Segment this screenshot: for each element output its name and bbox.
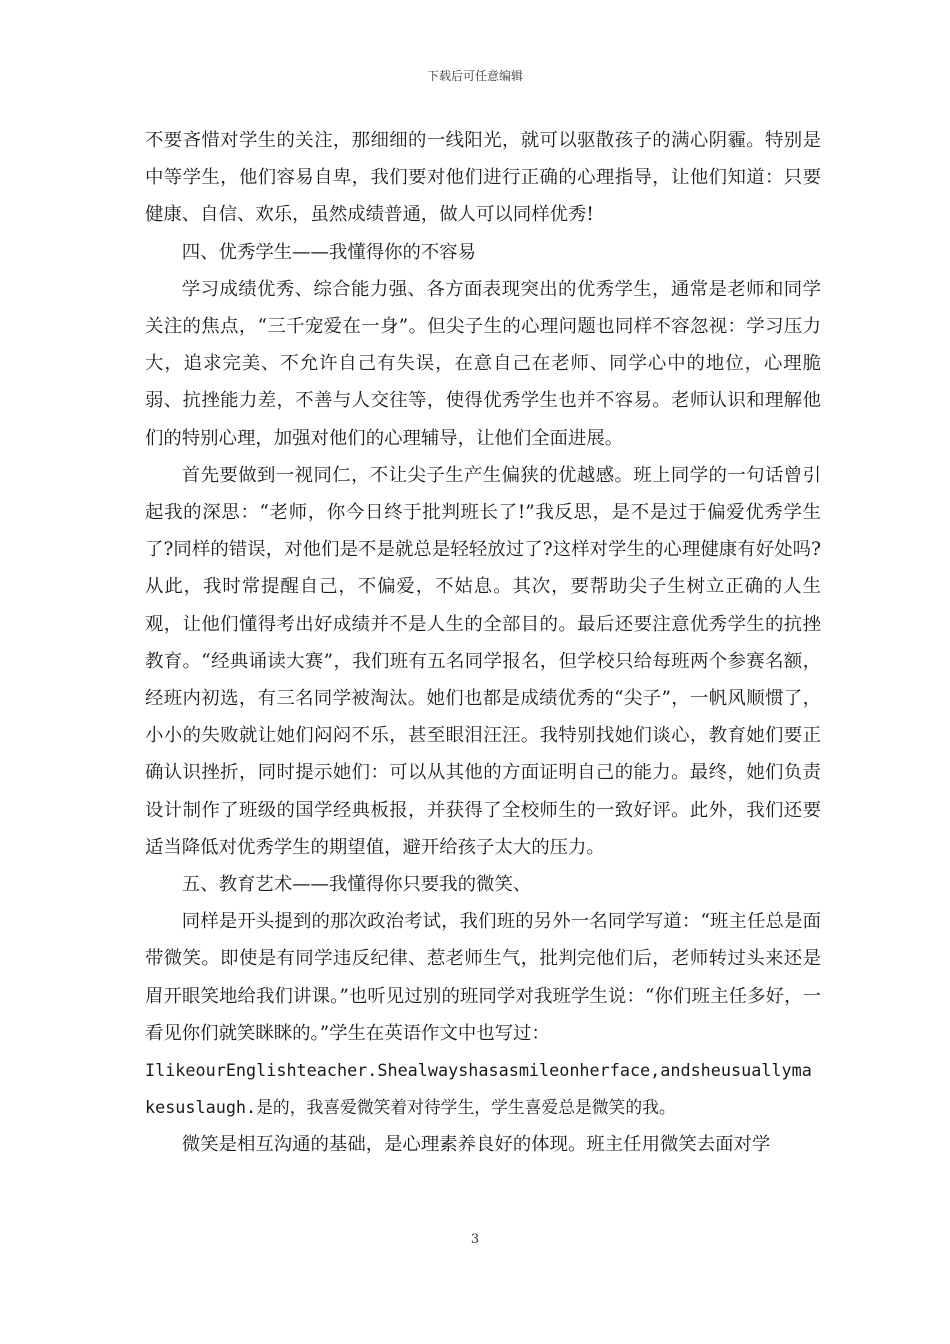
paragraph-smile-exam: 同样是开头提到的那次政治考试，我们班的另外一名同学写道：“班主任总是面带微笑。即使是有同学违反纪律、惹老师生气，批判完他们后，老师转过头来还是眉开眼笑地给我们讲课。”也听见过别的班同学对我班学生说：“你们班主任多好，一看见你们就笑眯眯的。”学生在英语作文中也写过： bbox=[145, 911, 821, 1044]
paragraph-excellent-students: 学习成绩优秀、综合能力强、各方面表现突出的优秀学生，通常是老师和同学关注的焦点，“三千宠爱在一身”。但尖子生的心理问题也同样不容忽视：学习压力大，追求完美、不允许自己有失误，在意自己在老师、同学心中的地位，心理脆弱、抗挫能力差，不善与人交往等，使得优秀学生也并不容易。老师认识和理解他们的特别心理，加强对他们的心理辅导，让他们全面进展。 bbox=[145, 278, 821, 449]
paragraph-continuation: 不要吝惜对学生的关注，那细细的一线阳光，就可以驱散孩子的满心阴霾。特别是中等学生，他们容易自卑，我们要对他们进行正确的心理指导，让他们知道：只要健康、自信、欢乐，虽然成绩普通，做人可以同样优秀! bbox=[145, 130, 821, 226]
paragraph-treat-equally: 首先要做到一视同仁，不让尖子生产生偏狭的优越感。班上同学的一句话曾引起我的深思：“老师，你今日终于批判班长了!”我反思，是不是过于偏爱优秀学生了?同样的错误，对他们是不是就总是轻轻放过了?这样对学生的心理健康有好处吗?从此，我时常提醒自己，不偏爱，不姑息。其次，要帮助尖子生树立正确的人生观，让他们懂得考出好成绩并不是人生的全部目的。最后还要注意优秀学生的抗挫教育。“经典诵读大赛”，我们班有五名同学报名，但学校只给每班两个参赛名额，经班内初选，有三名同学被淘汰。她们也都是成绩优秀的“尖子”，一帆风顺惯了，小小的失败就让她们闷闷不乐，甚至眼泪汪汪。我特别找她们谈心，教育她们要正确认识挫折，同时提示她们：可以从其他的方面证明自己的能力。最终，她们负责设计制作了班级的国学经典板报，并获得了全校师生的一致好评。此外，我们还要适当降低对优秀学生的期望值，避开给孩子太大的压力。 bbox=[145, 464, 821, 858]
document-body bbox=[145, 122, 821, 1164]
paragraph-smile-basis: 微笑是相互沟通的基础，是心理素养良好的体现。班主任用微笑去面对学 bbox=[181, 1134, 771, 1156]
section-heading-4: 四、优秀学生——我懂得你的不容易 bbox=[181, 241, 477, 263]
paragraph-english-quote: IlikeourEnglishteacher.Shealwayshasasmileonherface,andsheusuallymakesuslaugh.是的，我喜爱微笑着对待学生，学生喜爱总是微笑的我。 bbox=[145, 1060, 812, 1118]
section-heading-5: 五、教育艺术——我懂得你只要我的微笑、 bbox=[181, 874, 532, 896]
page-header: 下载后可任意编辑 bbox=[426, 69, 523, 83]
page-number: 3 bbox=[470, 1232, 480, 1247]
